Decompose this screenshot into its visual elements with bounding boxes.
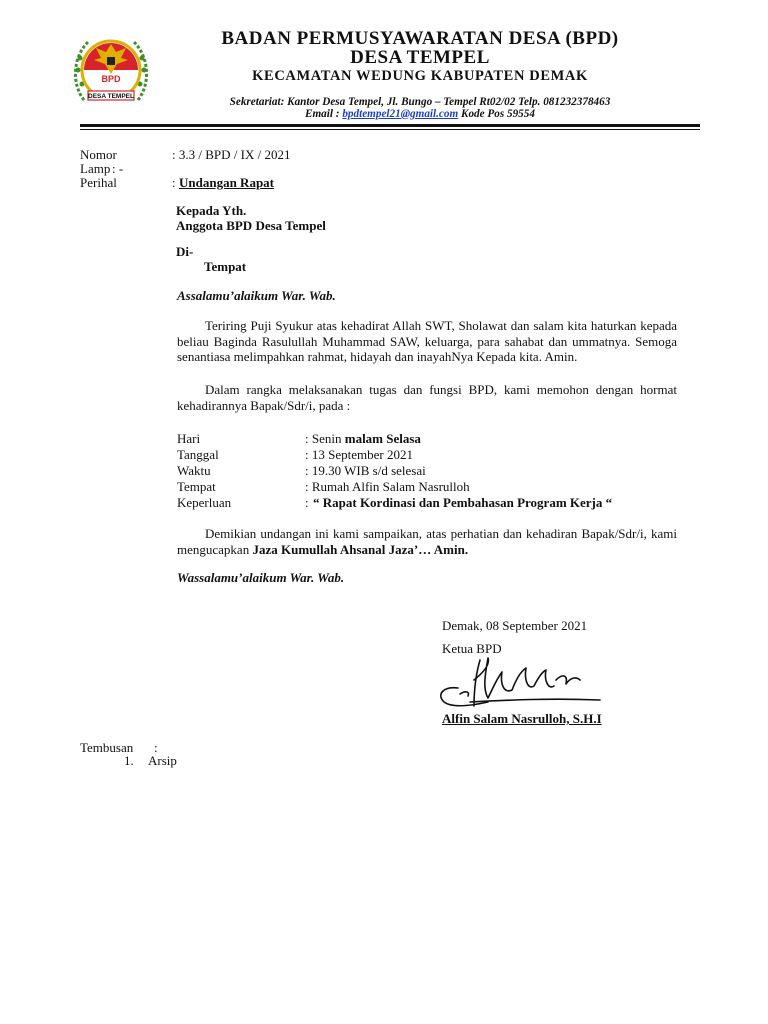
tembusan-label: Tembusan: [80, 740, 134, 755]
email-link[interactable]: bpdtempel21@gmail.com: [342, 108, 459, 120]
hari-value: [305, 431, 421, 446]
hari-value-bold: malam Selasa: [344, 431, 421, 446]
header-rule-thin: [80, 129, 700, 130]
tempat-value: : Rumah Alfin Salam Nasrulloh: [305, 479, 470, 494]
keperluan-value: “ Rapat Kordinasi dan Pembahasan Program Kerja “: [313, 495, 613, 510]
lamp-label: Lamp: [80, 161, 111, 176]
signature-place-date: Demak, 08 September 2021: [442, 618, 588, 633]
signature-position: Ketua BPD: [442, 641, 502, 656]
closing-bold: Jaza Kumullah Ahsanal Jaza’… Amin.: [252, 541, 469, 557]
letterhead-village: DESA TEMPEL: [350, 47, 490, 68]
tanggal-value: : 13 September 2021: [305, 447, 413, 462]
perihal-value: Undangan Rapat: [179, 175, 275, 190]
letterhead-district: KECAMATAN WEDUNG KABUPATEN DEMAK: [252, 68, 588, 84]
tembusan-item-number: 1.: [124, 753, 134, 768]
hari-label: Hari: [177, 431, 201, 446]
tanggal-label: Tanggal: [177, 447, 219, 462]
hari-value-prefix: : Senin: [305, 431, 345, 446]
header-rule-thick: [80, 124, 700, 127]
closing-paragraph: [177, 526, 677, 557]
closing-salam: Wassalamu’alaikum War. Wab.: [177, 570, 345, 585]
closing-text: Demikian undangan ini kami sampaikan, atas perhatian dan kehadiran Bapak/Sdr/i, kami mengucapkan: [177, 526, 677, 557]
nomor-label: Nomor: [80, 147, 117, 162]
lamp-value: : -: [112, 161, 124, 176]
body-paragraph-2: Dalam rangka melaksanakan tugas dan fungsi BPD, kami memohon dengan hormat kehadirannya Bapak/Sdr/i, pada :: [177, 382, 677, 413]
logo-top-text: BPD: [101, 74, 121, 84]
recipient-line2: Anggota BPD Desa Tempel: [176, 218, 326, 233]
postal-code: Kode Pos 59554: [461, 108, 535, 120]
signature-name: Alfin Salam Nasrulloh, S.H.I: [442, 711, 602, 726]
logo-banner-text: DESA TEMPEL: [88, 93, 134, 100]
letterhead-title: BADAN PERMUSYAWARATAN DESA (BPD): [221, 28, 619, 49]
email-label: Email :: [305, 108, 340, 120]
keperluan-label: Keperluan: [177, 495, 232, 510]
tembusan-colon: :: [154, 740, 158, 755]
nomor-value: : 3.3 / BPD / IX / 2021: [172, 147, 291, 162]
tempat-label: Tempat: [177, 479, 216, 494]
handwritten-signature: [430, 650, 610, 712]
waktu-value: : 19.30 WIB s/d selesai: [305, 463, 426, 478]
greeting: Assalamu’alaikum War. Wab.: [177, 288, 336, 303]
waktu-label: Waktu: [177, 463, 211, 478]
perihal-label: Perihal: [80, 175, 117, 190]
body-paragraph-1: Teriring Puji Syukur atas kehadirat Allah SWT, Sholawat dan salam kita haturkan kepada beliau Baginda Rasulullah Muhammad SAW, keluarga, para sahabat dan ummatnya. Semoga senantiasa melimpahkan rahmat, hidayah dan inayahNya Kepada kita. Amin.: [177, 318, 677, 364]
bpd-logo: [70, 30, 152, 112]
recipient-line1: Kepada Yth.: [176, 203, 247, 218]
recipient-line4: Tempat: [204, 259, 247, 274]
recipient-line3: Di-: [176, 244, 194, 259]
tembusan-item: Arsip: [148, 753, 177, 768]
keperluan-colon: :: [305, 495, 309, 510]
letterhead-address: Sekretariat: Kantor Desa Tempel, Jl. Bungo – Tempel Rt02/02 Telp. 081232378463: [229, 96, 611, 108]
perihal-colon: :: [172, 175, 176, 190]
letterhead-contact: [150, 108, 690, 120]
